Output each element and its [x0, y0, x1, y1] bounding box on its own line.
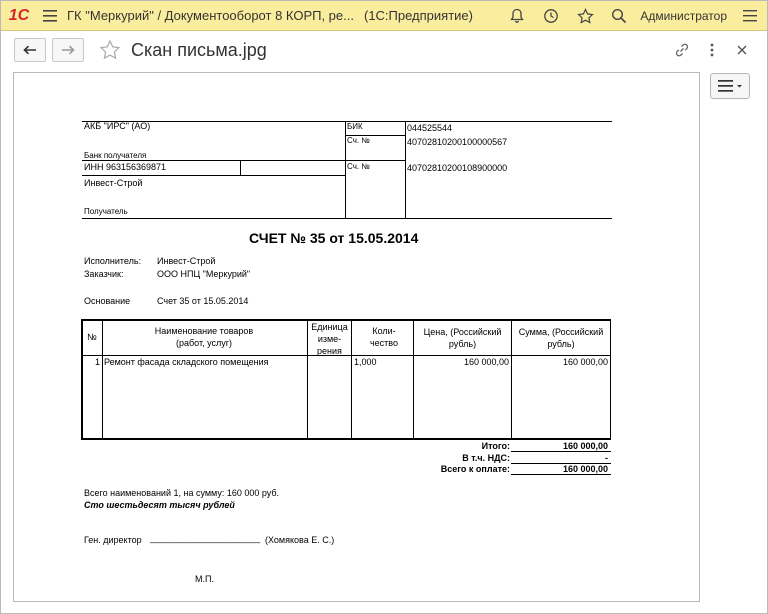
forward-button[interactable] — [52, 38, 84, 62]
customer-label: Заказчик: — [84, 269, 124, 279]
bik-value: 044525544 — [407, 123, 453, 133]
row-price: 160 000,00 — [463, 357, 509, 367]
pay-value: 160 000,00 — [562, 464, 608, 474]
director-label: Ген. директор — [84, 535, 142, 545]
basis-label: Основание — [84, 296, 131, 306]
basis-value: Счет 35 от 15.05.2014 — [157, 296, 249, 306]
account-label-1: Сч. № — [347, 136, 370, 145]
close-icon[interactable] — [727, 38, 757, 62]
app-platform: (1С:Предприятие) — [363, 8, 473, 23]
pay-label: Всего к оплате: — [440, 464, 510, 474]
total-value: 160 000,00 — [562, 441, 608, 451]
col-qty-header: Коли-чество — [369, 326, 398, 348]
bik-label: БИК — [347, 122, 363, 131]
document-title: Скан письма.jpg — [131, 40, 267, 60]
executor-value: Инвест-Строй — [157, 256, 216, 266]
col-num-header: № — [87, 332, 97, 342]
customer-value: ООО НПЦ "Меркурий" — [157, 269, 251, 279]
correspondent-account: 40702810200100000567 — [407, 137, 508, 147]
app-title — [67, 8, 473, 23]
back-button[interactable] — [14, 38, 46, 62]
arrow-right-icon — [61, 45, 75, 55]
amount-in-words: Сто шестьдесят тысяч рублей — [84, 500, 235, 510]
stamp-placeholder: М.П. — [195, 574, 214, 584]
col-name-header: Наименование товаров (работ, услуг) — [154, 326, 254, 348]
search-icon[interactable] — [602, 1, 636, 31]
vat-value: - — [605, 453, 608, 463]
favorites-star-icon[interactable] — [568, 1, 602, 31]
link-icon[interactable] — [667, 38, 697, 62]
row-num: 1 — [94, 357, 100, 367]
app-topbar — [1, 1, 767, 31]
inn-value: ИНН 963156369871 — [84, 162, 167, 172]
settings-menu-icon[interactable] — [733, 1, 767, 31]
arrow-left-icon — [23, 45, 37, 55]
col-price-header: Цена, (Российский рубль) — [423, 327, 502, 349]
recipient-label: Получатель — [84, 207, 128, 216]
col-sum-header: Сумма, (Российский рубль) — [518, 327, 604, 349]
summary-line: Всего наименований 1, на сумму: 160 000 руб. — [84, 488, 280, 498]
total-label: Итого: — [481, 441, 510, 451]
col-unit-header: Единица изме-рения — [311, 322, 348, 356]
row-sum: 160 000,00 — [562, 357, 608, 367]
director-signature-line: ______________________ — [150, 533, 261, 543]
history-icon[interactable] — [534, 1, 568, 31]
main-menu-icon[interactable] — [37, 1, 63, 31]
document-header-actions — [667, 38, 757, 62]
invoice-scan — [14, 73, 700, 602]
app-title-text: ГК "Меркурий" / Документооборот 8 КОРП, ре... — [67, 8, 354, 23]
vat-label: В т.ч. НДС: — [462, 453, 510, 463]
menu-dropdown-icon — [717, 79, 743, 93]
topbar-actions — [500, 1, 767, 31]
document-preview[interactable] — [13, 72, 700, 602]
row-qty: 1,000 — [354, 357, 377, 367]
user-name[interactable]: Администратор — [640, 9, 727, 23]
director-name: (Хомякова Е. С.) — [265, 535, 335, 545]
app-logo[interactable]: 1С — [8, 6, 30, 24]
invoice-heading: СЧЕТ № 35 от 15.05.2014 — [249, 230, 419, 246]
bank-label: Банк получателя — [84, 151, 147, 160]
executor-label: Исполнитель: — [84, 256, 142, 266]
add-to-favorites-star-icon[interactable] — [97, 37, 123, 63]
bell-icon[interactable] — [500, 1, 534, 31]
settlement-account: 40702810200108900000 — [407, 163, 508, 173]
account-label-2: Сч. № — [347, 162, 370, 171]
more-actions-button[interactable] — [710, 73, 750, 99]
recipient-name: Инвест-Строй — [84, 178, 143, 188]
document-header — [1, 32, 767, 70]
more-vertical-icon[interactable] — [697, 38, 727, 62]
row-name: Ремонт фасада складского помещения — [104, 357, 269, 367]
bank-name: АКБ "ИРС" (АО) — [84, 121, 151, 131]
